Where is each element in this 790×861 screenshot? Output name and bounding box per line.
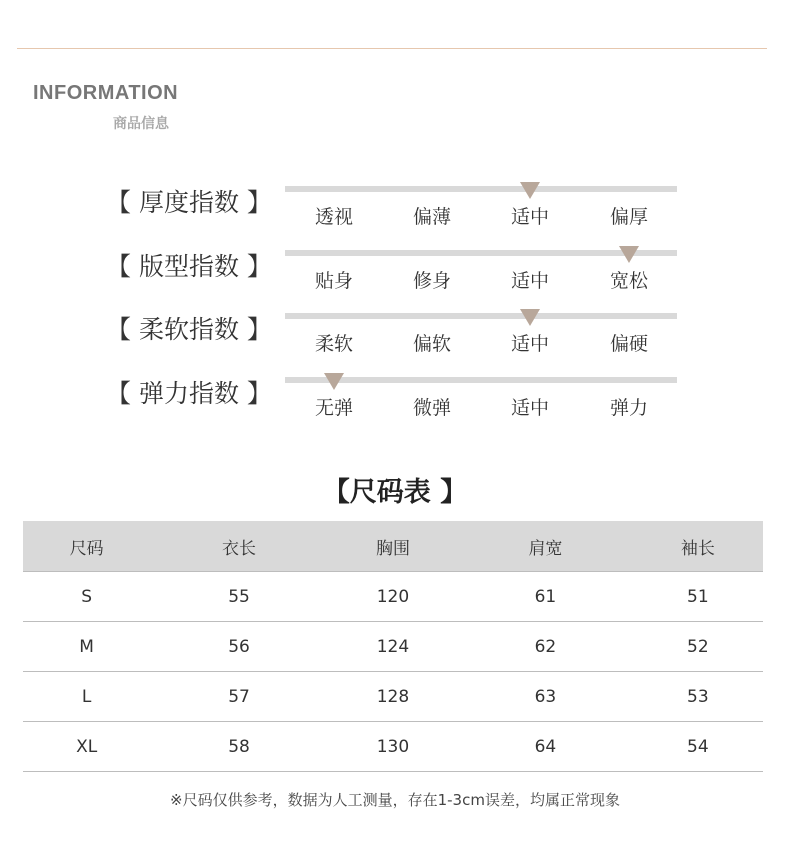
column-header: 衣长 [150,521,327,572]
scale-marker-icon [520,309,540,326]
column-header: 肩宽 [458,521,633,572]
size-table [23,521,763,772]
table-row [23,622,763,672]
index-option: 柔软 [314,333,353,355]
index-option: 适中 [510,206,549,228]
index-option: 适中 [510,270,549,292]
scale-marker-icon [619,246,639,263]
index-label: 【 厚度指数 】 [106,188,272,217]
section-subtitle: 商品信息 [113,116,169,132]
scale-marker-icon [324,373,344,390]
index-row [0,310,790,370]
table-cell: 56 [150,622,327,672]
index-option: 偏厚 [609,206,648,228]
index-label: 【 版型指数 】 [106,252,272,281]
index-option: 无弹 [314,397,353,419]
index-label: 【 弹力指数 】 [106,379,272,408]
index-label: 【 柔软指数 】 [106,315,272,344]
scale-marker-icon [520,182,540,199]
table-row [23,572,763,622]
index-option: 修身 [412,270,451,292]
index-option: 偏硬 [609,333,648,355]
table-cell: XL [23,722,150,772]
column-header: 袖长 [633,521,763,572]
index-option: 贴身 [314,270,353,292]
index-option: 透视 [314,206,353,228]
index-option: 适中 [510,397,549,419]
size-disclaimer: ※尺码仅供参考，数据为人工测量，存在1-3cm误差，均属正常现象 [170,791,620,809]
index-option: 宽松 [609,270,648,292]
index-option: 偏薄 [412,206,451,228]
size-chart-title: 【尺码表 】 [322,477,468,508]
table-cell: 53 [633,672,763,722]
table-row [23,722,763,772]
table-cell: 62 [458,622,633,672]
column-header: 尺码 [23,521,150,572]
table-cell: 63 [458,672,633,722]
table-cell: 57 [150,672,327,722]
table-cell: S [23,572,150,622]
table-cell: 124 [328,622,458,672]
table-header-row [23,521,763,572]
table-cell: 54 [633,722,763,772]
index-option: 弹力 [609,397,648,419]
table-cell: 55 [150,572,327,622]
index-option: 偏软 [412,333,451,355]
column-header: 胸围 [328,521,458,572]
table-cell: 58 [150,722,327,772]
table-cell: 51 [633,572,763,622]
table-cell: 64 [458,722,633,772]
table-cell: 128 [328,672,458,722]
table-row [23,672,763,722]
table-cell: 61 [458,572,633,622]
table-cell: L [23,672,150,722]
index-row [0,247,790,307]
index-scale-bar [285,186,677,192]
index-option: 微弹 [412,397,451,419]
top-divider [17,48,767,49]
table-cell: 52 [633,622,763,672]
index-scale-bar [285,313,677,319]
table-cell: 130 [328,722,458,772]
table-cell: 120 [328,572,458,622]
table-cell: M [23,622,150,672]
section-title: INFORMATION [33,82,179,104]
index-option: 适中 [510,333,549,355]
index-row [0,183,790,243]
index-row [0,374,790,434]
